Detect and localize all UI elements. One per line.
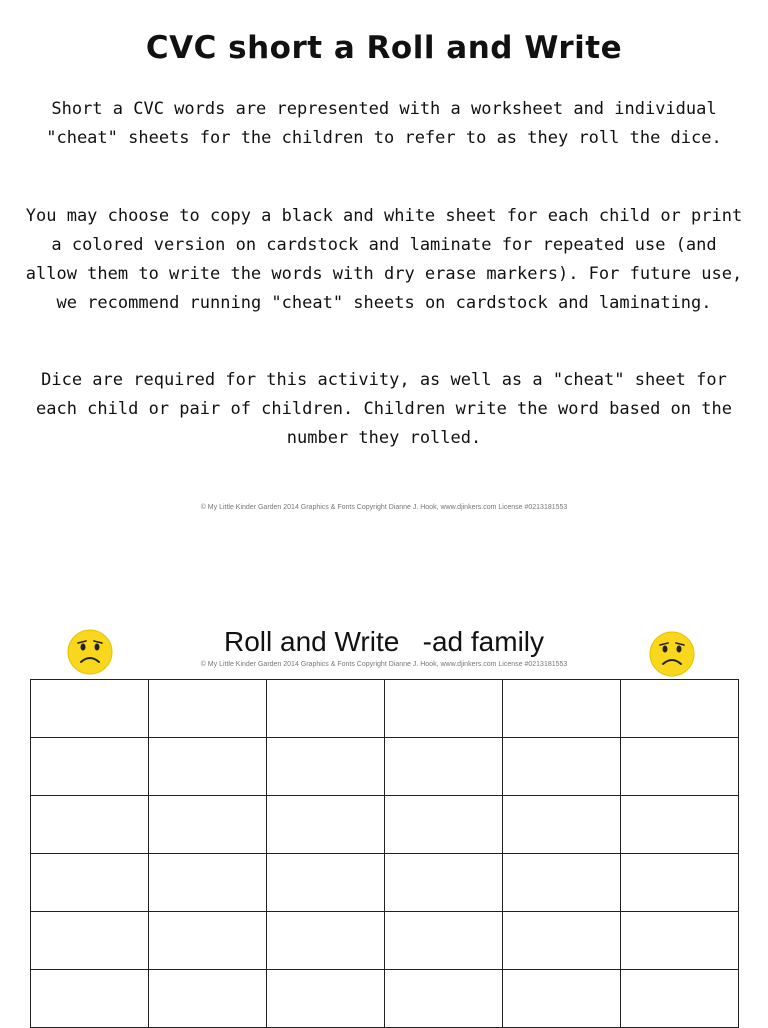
sad-face-icon: [649, 631, 695, 677]
grid-cell: [621, 854, 739, 912]
grid-cell: [149, 738, 267, 796]
grid-cell: [621, 970, 739, 1028]
worksheet-copyright: © My Little Kinder Garden 2014 Graphics & Fonts Copyright Dianne J. Hook, www.djinkers.com License #0213181553: [200, 661, 568, 668]
grid-row: [31, 796, 739, 854]
grid-cell: [503, 970, 621, 1028]
printing-paragraph: You may choose to copy a black and white sheet for each child or print a colored version on cardstock and laminate for repeated use (and allow them to write the words with dry erase markers). For future use, we recommend running "cheat" sheets on cardstock and laminating.: [25, 206, 743, 313]
grid-cell: [385, 738, 503, 796]
grid-cell: [149, 796, 267, 854]
worksheet-title: Roll and Write -ad family: [223, 626, 545, 657]
grid-cell: [267, 680, 385, 738]
grid-cell: [385, 912, 503, 970]
page-title: CVC short a Roll and Write: [145, 30, 623, 66]
copyright-note: © My Little Kinder Garden 2014 Graphics & Fonts Copyright Dianne J. Hook, www.djinkers.com License #0213181553: [200, 504, 568, 511]
grid-cell: [267, 796, 385, 854]
grid-cell: [621, 912, 739, 970]
grid-cell: [149, 680, 267, 738]
grid-row: [31, 970, 739, 1028]
grid-cell: [621, 680, 739, 738]
grid-cell: [503, 796, 621, 854]
grid-cell: [503, 912, 621, 970]
dice-paragraph: Dice are required for this activity, as well as a "cheat" sheet for each child or pair of children. Children write the word based on the number they rolled.: [36, 370, 732, 448]
grid-cell: [503, 854, 621, 912]
grid-cell: [267, 912, 385, 970]
grid-cell: [31, 970, 149, 1028]
grid-cell: [31, 854, 149, 912]
grid-cell: [621, 738, 739, 796]
grid-cell: [503, 680, 621, 738]
grid-row: [31, 680, 739, 738]
grid-row: [31, 738, 739, 796]
grid-cell: [31, 738, 149, 796]
intro-paragraph: Short a CVC words are represented with a worksheet and individual "cheat" sheets for the children to refer to as they roll the dice.: [46, 99, 722, 148]
grid-cell: [149, 912, 267, 970]
grid-cell: [267, 970, 385, 1028]
grid-row: [31, 854, 739, 912]
grid-cell: [385, 796, 503, 854]
grid-cell: [267, 854, 385, 912]
grid-cell: [385, 854, 503, 912]
grid-cell: [31, 680, 149, 738]
grid-cell: [385, 970, 503, 1028]
grid-cell: [31, 796, 149, 854]
grid-row: [31, 912, 739, 970]
roll-write-grid: [30, 679, 739, 1028]
grid-cell: [621, 796, 739, 854]
grid-cell: [503, 738, 621, 796]
grid-cell: [149, 970, 267, 1028]
grid-cell: [149, 854, 267, 912]
grid-cell: [31, 912, 149, 970]
grid-cell: [385, 680, 503, 738]
grid-cell: [267, 738, 385, 796]
